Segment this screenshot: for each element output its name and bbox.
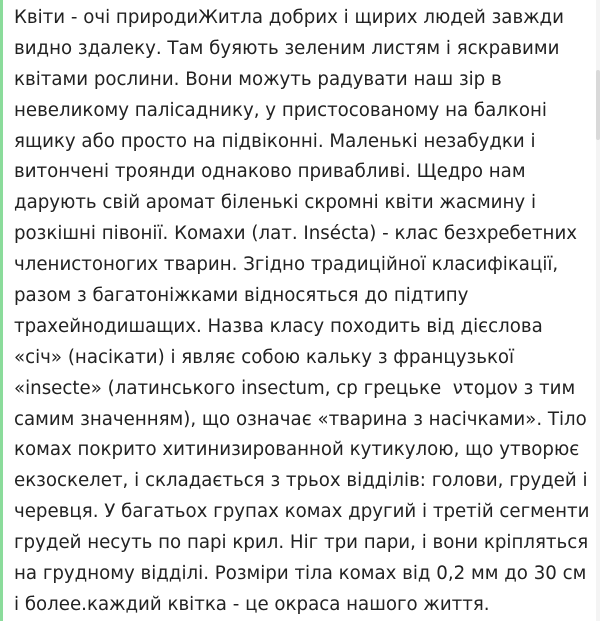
answer-line: членистоногих тварин. Згідно традиційної класифікації, [14,254,559,276]
answer-line: «insecte» (латинського insectum, ср грецьке ντομον з тим [14,377,576,399]
answer-line: ящику або просто на підвіконні. Маленькі незабудки і [14,130,536,152]
answer-text [14,3,590,621]
answer-accent-bar [0,0,3,621]
scrollbar-thumb[interactable] [596,70,600,140]
answer-line: черевця. У багатьох групах комах другий і третій сегменти [14,501,590,523]
answer-line: комах покрито хитинизированной кутикулою, що утворює [14,439,580,461]
answer-line: і более.каждий квітка - це окраса нашого життя. [14,593,490,615]
answer-line: квітами рослини. Вони можуть радувати наш зір в [14,68,502,90]
answer-line: самим значенням), що означає «тварина з насічками». Тіло [14,408,587,430]
answer-line: грудей несуть по парі крил. Ніг три пари, і вони кріпляться [14,532,589,554]
answer-line: «січ» (насікати) і являє собою кальку з французької [14,346,515,368]
answer-line: невеликому палісаднику, у пристосованому на балконі [14,99,547,121]
answer-line: на грудному відділі. Розміри тіла комах від 0,2 мм до 30 см [14,563,587,585]
answer-line: дарують свій аромат біленькі скромні квіти жасмину і [14,192,536,214]
answer-line: Квіти - очі природиЖитла добрих і щирих людей завжди [14,7,564,28]
scrollbar-track[interactable] [596,0,600,621]
answer-line: видно здалеку. Там буяють зеленим листям і яскравими [14,37,560,59]
answer-line: розкішні півонії. Комахи (лат. Insécta) - клас безхребетних [14,223,578,245]
answer-line: екзоскелет, і складається з трьох відділів: голови, грудей і [14,470,588,492]
answer-line: разом з багатоніжками відносяться до підтипу [14,285,469,307]
answer-line: витончені троянди однаково привабливі. Щедро нам [14,161,526,183]
answer-line: трахейнодишащих. Назва класу походить від дієслова [14,315,543,337]
